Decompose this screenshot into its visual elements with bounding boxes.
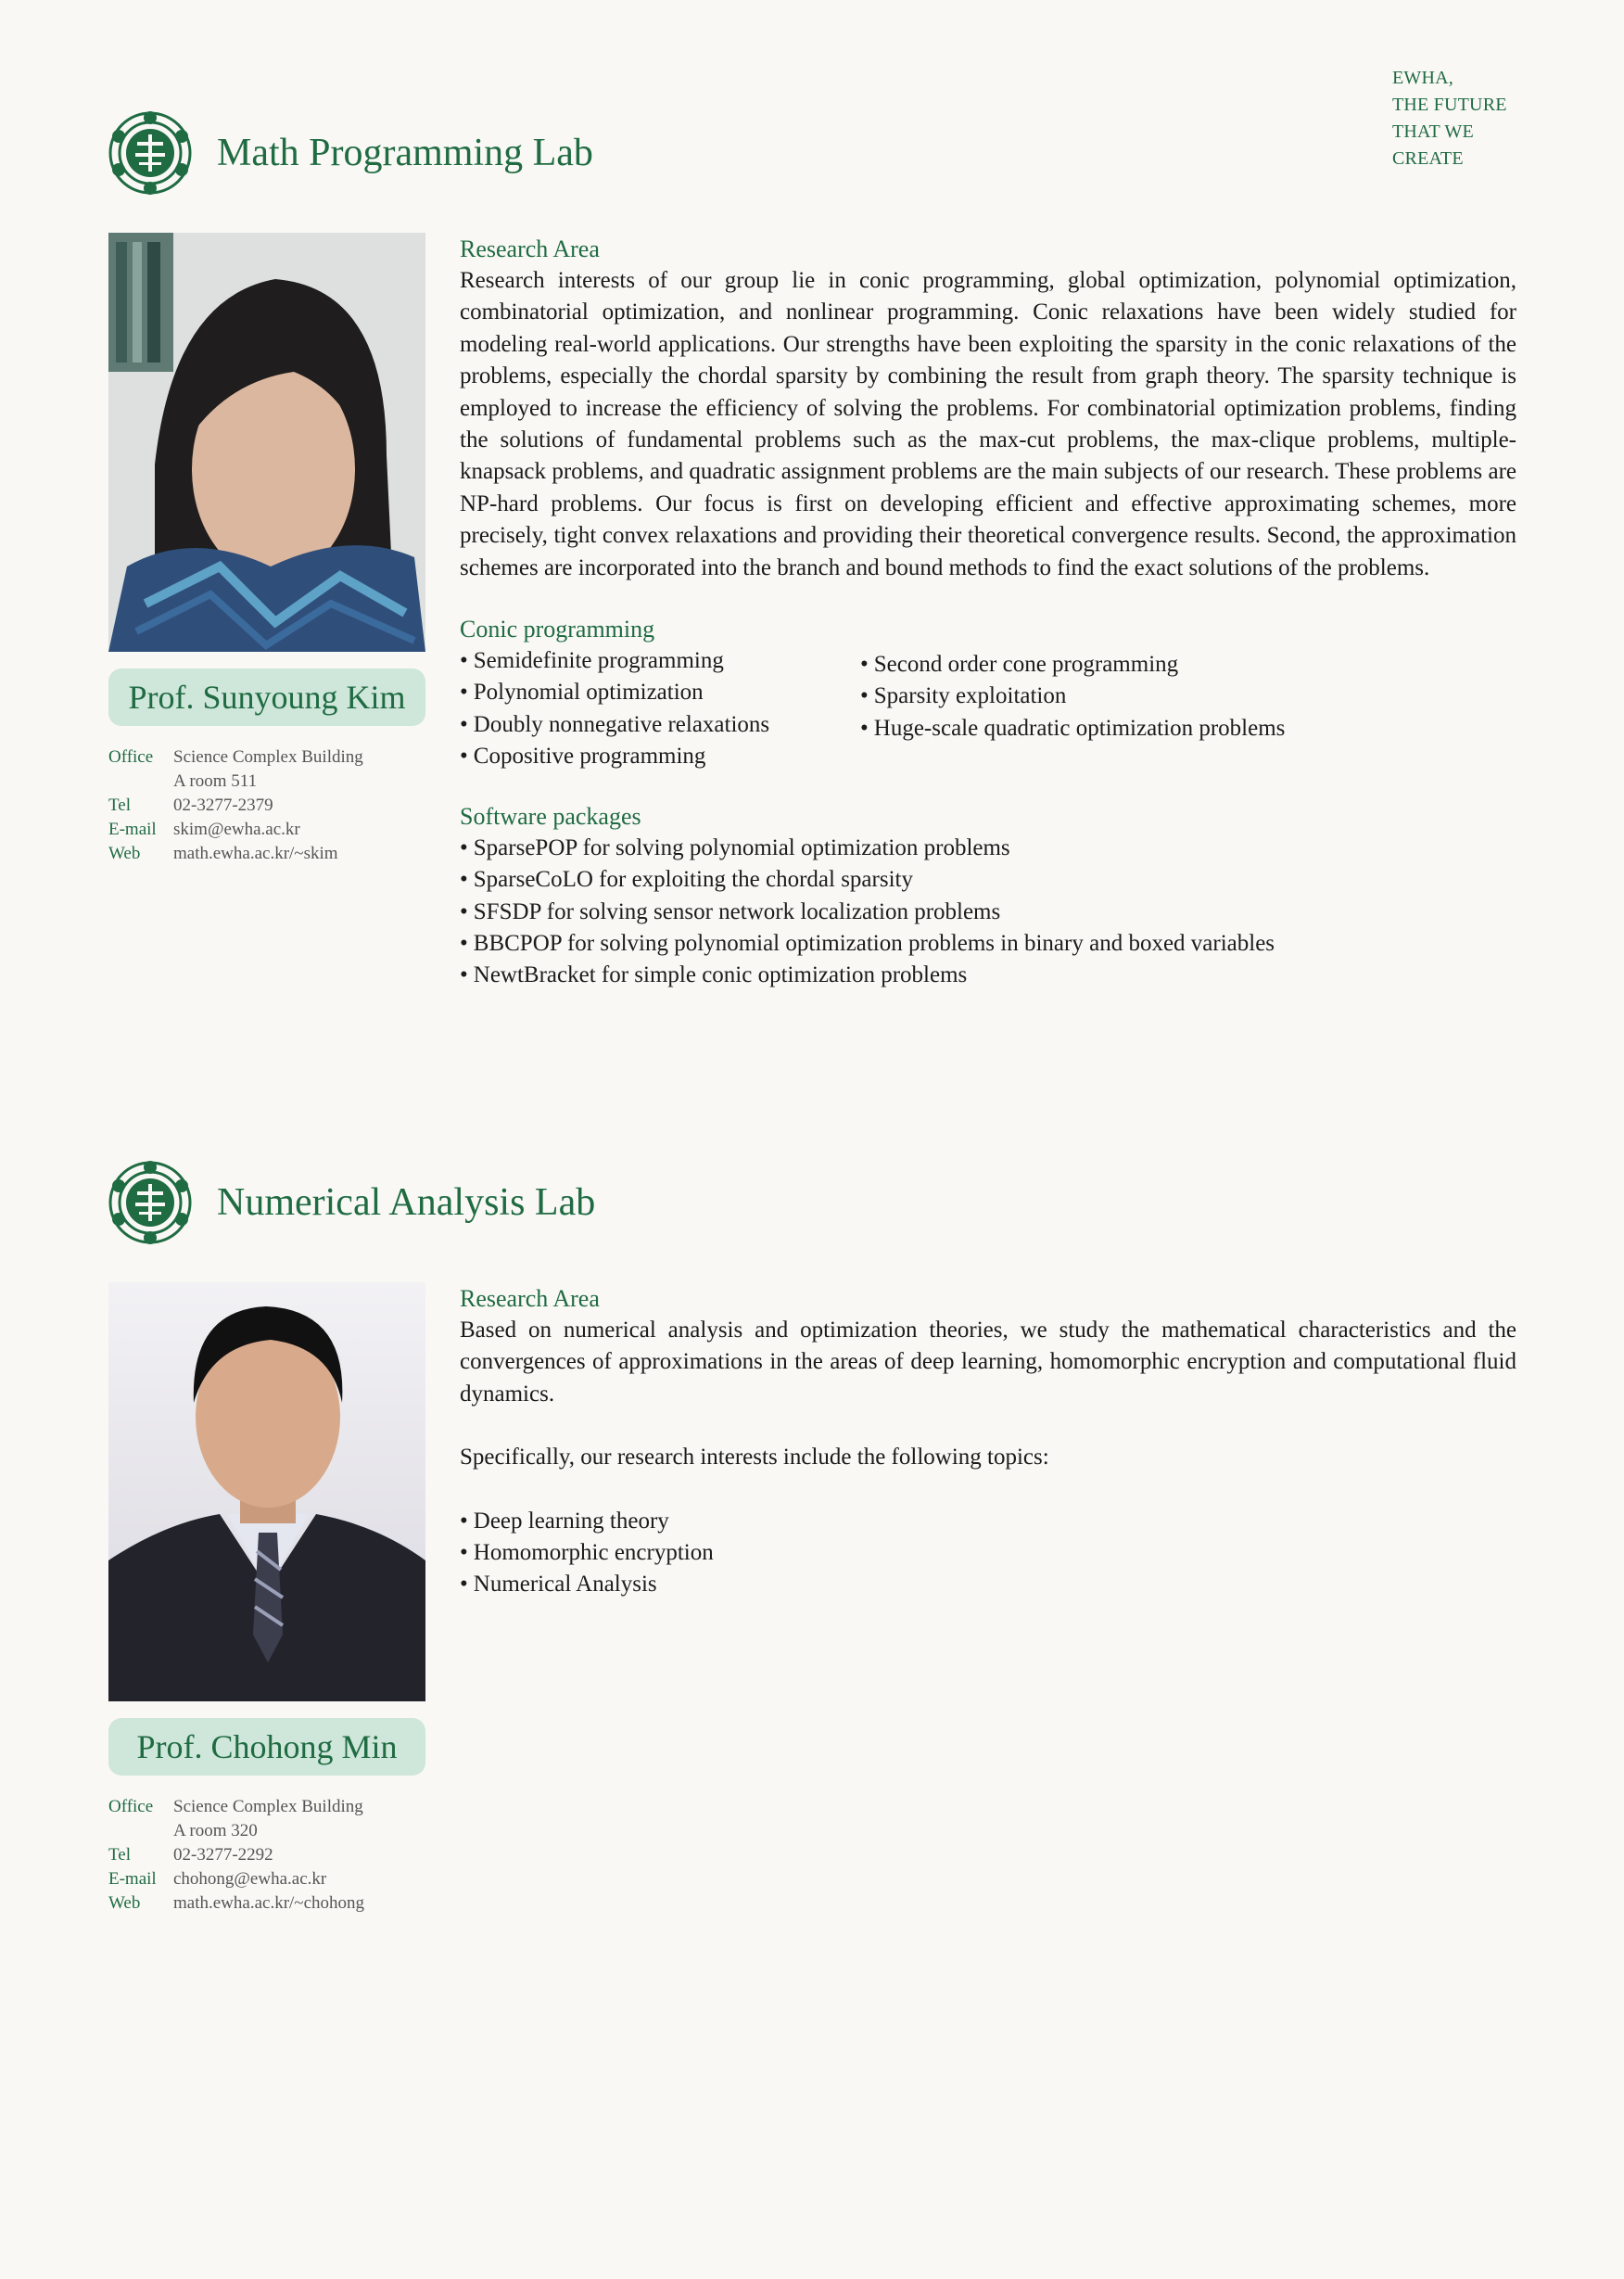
research-area-text: Research interests of our group lie in conic programming, global optimization, polynomial optimization, combinatorial optimization, and nonlinear programming. Conic relaxations have been widely studied for modeling real-world applications. Our strengths have been exploiting the sparsity in the conic relaxations of the problems, especially the chordal sparsity by combining the result from graph theory. The sparsity technique is employed to increase the efficiency of solving the problems. For combinatorial optimization problems, finding the solutions of fundamental problems such as the max-cut problems, the max-clique problems, multiple-knapsack problems, and quadratic assignment problems are the main subjects of our research. These problems are NP-hard problems. Our focus is first on developing efficient and effective approximating schemes, more precisely, tight convex relaxations and providing their theoretical convergence results. Second, the approximation schemes are incorporated into the branch and bound methods to find the exact solutions of the problems.	[460, 268, 1516, 580]
research-area-title: Research Area	[460, 236, 600, 262]
tel-label: Tel	[108, 796, 131, 815]
research-area-title: Research Area	[460, 1285, 600, 1312]
contact-info	[108, 1795, 442, 1916]
email-link[interactable]: chohong@ewha.ac.kr	[173, 1869, 327, 1889]
web-link[interactable]: math.ewha.ac.kr/~chohong	[173, 1893, 365, 1913]
research-area-text: Based on numerical analysis and optimization theories, we study the mathematical characteristics and the convergences of approximations in the areas of deep learning, homomorphic encryption and computational fluid dynamics.	[460, 1318, 1516, 1407]
list-item: • Homomorphic encryption	[460, 1537, 1516, 1569]
list-item: • SFSDP for solving sensor network localization problems	[460, 897, 1516, 928]
tel-value: 02-3277-2379	[173, 796, 273, 815]
web-link[interactable]: math.ewha.ac.kr/~skim	[173, 844, 338, 863]
research-interests-intro: Specifically, our research interests include the following topics:	[460, 1445, 1049, 1471]
email-label: E-mail	[108, 820, 157, 839]
office-room: A room 511	[173, 771, 258, 791]
software-packages-title: Software packages	[460, 802, 641, 830]
lab-title: Math Programming Lab	[217, 132, 593, 174]
lab-content	[460, 234, 1516, 992]
list-item: • NewtBracket for simple conic optimization problems	[460, 960, 1516, 991]
slogan-line: THAT WE	[1392, 121, 1474, 142]
lab-header-numerical-analysis	[108, 1159, 595, 1246]
web-label: Web	[108, 1893, 141, 1913]
professor-name: Prof. Chohong Min	[108, 1718, 425, 1776]
list-item: • Semidefinite programming	[460, 645, 860, 677]
conic-programming-title: Conic programming	[460, 616, 655, 643]
professor-name: Prof. Sunyoung Kim	[108, 668, 425, 726]
list-item: • Sparsity exploitation	[860, 681, 1285, 712]
software-list	[460, 833, 1516, 992]
list-item: • Polynomial optimization	[460, 677, 860, 708]
contact-info	[108, 745, 442, 866]
office-room: A room 320	[173, 1821, 258, 1840]
email-link[interactable]: skim@ewha.ac.kr	[173, 820, 300, 839]
tel-label: Tel	[108, 1845, 131, 1865]
professor-photo	[108, 1282, 425, 1701]
list-item: • Deep learning theory	[460, 1506, 1516, 1537]
tel-value: 02-3277-2292	[173, 1845, 273, 1865]
office-label: Office	[108, 747, 154, 767]
conic-programming-list	[460, 645, 1516, 773]
research-topics-list	[460, 1506, 1516, 1601]
slogan-line: THE FUTURE	[1392, 95, 1507, 115]
list-item: • Second order cone programming	[860, 649, 1285, 681]
web-label: Web	[108, 844, 141, 863]
university-emblem-icon	[108, 110, 193, 196]
office-value: Science Complex Building	[173, 1797, 363, 1816]
office-label: Office	[108, 1797, 154, 1816]
email-label: E-mail	[108, 1869, 157, 1889]
slogan-line: EWHA,	[1392, 68, 1453, 88]
list-item: • SparseCoLO for exploiting the chordal sparsity	[460, 864, 1516, 896]
lab-header-math-programming	[108, 109, 593, 197]
office-value: Science Complex Building	[173, 747, 363, 767]
list-item: • Numerical Analysis	[460, 1569, 1516, 1600]
slogan	[1392, 65, 1507, 172]
list-item: • SparsePOP for solving polynomial optimization problems	[460, 833, 1516, 864]
list-item: • Huge-scale quadratic optimization problems	[860, 713, 1285, 745]
list-item: • BBCPOP for solving polynomial optimization problems in binary and boxed variables	[460, 928, 1516, 960]
lab-title: Numerical Analysis Lab	[217, 1181, 596, 1224]
list-item: • Doubly nonnegative relaxations	[460, 709, 860, 741]
professor-photo	[108, 233, 425, 652]
list-item: • Copositive programming	[460, 741, 860, 772]
university-emblem-icon	[108, 1160, 193, 1245]
slogan-line: CREATE	[1392, 148, 1464, 169]
lab-content	[460, 1283, 1516, 1601]
